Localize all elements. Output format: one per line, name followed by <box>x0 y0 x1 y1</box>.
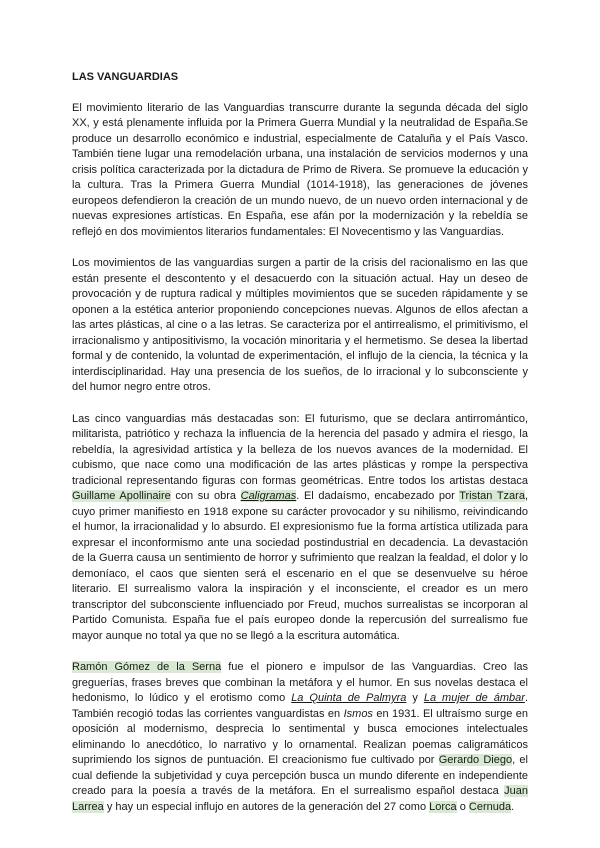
text-segment: , cuyo primer manifiesto en 1918 expone su carácter provocador y su nihilismo, reivindicando el humor, la irracionalidad y lo absurdo. El expresionismo fue la forma artística utilizada para expresar el inconformismo ante una sociedad postindustrial en decadencia. La devastación de la Guerra causa un sentimiento de horror y sufrimiento que realzan la fealdad, el dolor y lo demoníaco, el caos que sienten será el escenario en el que se desenvuelve su héroe literario. El surrealismo valora la inspiración y el inconsciente, el creador es un mero transcriptor del subconsciente influenciado por Freud, muchos surrealistas se incorporan al Partido Comunista. España fue el país europeo donde la repercusión del surrealismo fue mayor aunque no total ya que no se llegó a la escritura automática. <box>72 490 529 642</box>
text-segment: Las cinco vanguardias más destacadas son: El futurismo, que se declara antirromántico, militarista, patriótico y rechaza la influencia de la herencia del pasado y admira el riesgo, la rebeldía, la agresividad artística y la belleza de los nuevos avances de la modernidad. El cubismo, que nace como una modificación de las artes plásticas y rompe la perspectiva tradicional representando figuras con formas geométricas. Entre todos los artistas destaca <box>72 412 528 487</box>
highlight-apollinaire: Guillame Apollinaire <box>72 490 171 502</box>
text-segment: , el cual defiende la subjetividad y cuya percepción busca un mundo diferente en independiente creado para la poesía a través de la metáfora. En el surrealismo español destaca <box>72 754 528 797</box>
paragraph-five-vanguards <box>72 412 528 645</box>
document-page <box>72 70 528 831</box>
paragraph-characteristics: Los movimientos de las vanguardias surgen a partir de la crisis del racionalismo en las que están presente el descontento y el desacuerdo con la situación actual. Hay un deseo de provocación y de ruptura radical y múltiples movimientos que se suceden rápidamente y se oponen a la estética anterior proponiendo concepciones nuevas. Algunos de ellos afectan a las artes plásticas, al cine o a las letras. Se caracteriza por el antirrealismo, el primitivismo, el irracionalismo y antipositivismo, la vocación minoritaria y el hermetismo. Se desea la libertad formal y de contenido, la voluntad de experimentación, el influjo de la ciencia, la técnica y la interdisciplinaridad. Hay una presencia de los sueños, de lo irracional y lo subconsciente y del humor negro entre otros. <box>72 257 528 393</box>
paragraph-context: El movimiento literario de las Vanguardias transcurre durante la segunda década del siglo XX, y está plenamente influida por la Primera Guerra Mundial y la neutralidad de España.Se produce un desarrollo económico e industrial, especialmente de Cataluña y el País Vasco. También tiene lugar una remodelación urbana, una instalación de servicios modernos y una crisis política caracterizada por la dictadura de Primo de Rivera. Se promueve la educación y la cultura. Tras la Primera Guerra Mundial (1014-1918), las generaciones de jóvenes europeos defendieron la creación de un mundo nuevo, de un nuevo orden internacional y de nuevas expresiones artísticas. En España, ese afán por la modernización y la rebeldía se reflejó en dos movimientos literarios fundamentales: El Novecentismo y las Vanguardias. <box>72 101 528 238</box>
highlight-lorca: Lorca <box>429 800 457 813</box>
highlight-caligramas: Caligramas <box>240 490 297 502</box>
text-segment: . También recogió todas las corrientes vanguardistas en <box>72 692 528 720</box>
text-segment: . El dadaísmo, encabezado por <box>296 490 460 502</box>
highlight-tzara: Tristan Tzara <box>459 490 525 502</box>
text-segment: o <box>456 800 469 813</box>
highlight-ramon: Ramón Gómez de la Serna <box>72 661 222 673</box>
text-segment: y <box>406 692 424 704</box>
highlight-diego: Gerardo Diego <box>438 754 513 766</box>
document-title: LAS VANGUARDIAS <box>72 71 179 83</box>
text-segment: en 1931. El ultraísmo surge en oposición al modernismo, desprecia lo sentimental y busca emociones intelectuales eliminando lo anecdótico, lo narrativo y lo ornamental. Realizan poemas caligramáticos suprimiendo los signos de puntuación. El creacionismo fue cultivado por <box>72 707 528 766</box>
work-title-quinta: La Quinta de Palmyra <box>291 692 407 704</box>
highlight-cernuda: Cernuda <box>468 800 512 813</box>
text-segment: y hay un especial influjo en autores de la generación del 27 como <box>103 800 430 813</box>
text-segment: con su obra <box>170 490 241 502</box>
highlight-larrea: Juan Larrea <box>72 785 528 813</box>
work-title-ismos: Ismos <box>343 707 373 720</box>
paragraph-spanish-vanguards <box>72 660 528 815</box>
text-segment: fue el pionero e impulsor de las Vanguardias. Creo las greguerías, frases breves que combinan la metáfora y el humor. En sus novelas destaca el hedonismo, lo lúdico y el erotismo como <box>72 661 528 704</box>
text-segment: . <box>511 800 515 813</box>
work-title-mujer: La mujer de ámbar <box>423 692 525 704</box>
